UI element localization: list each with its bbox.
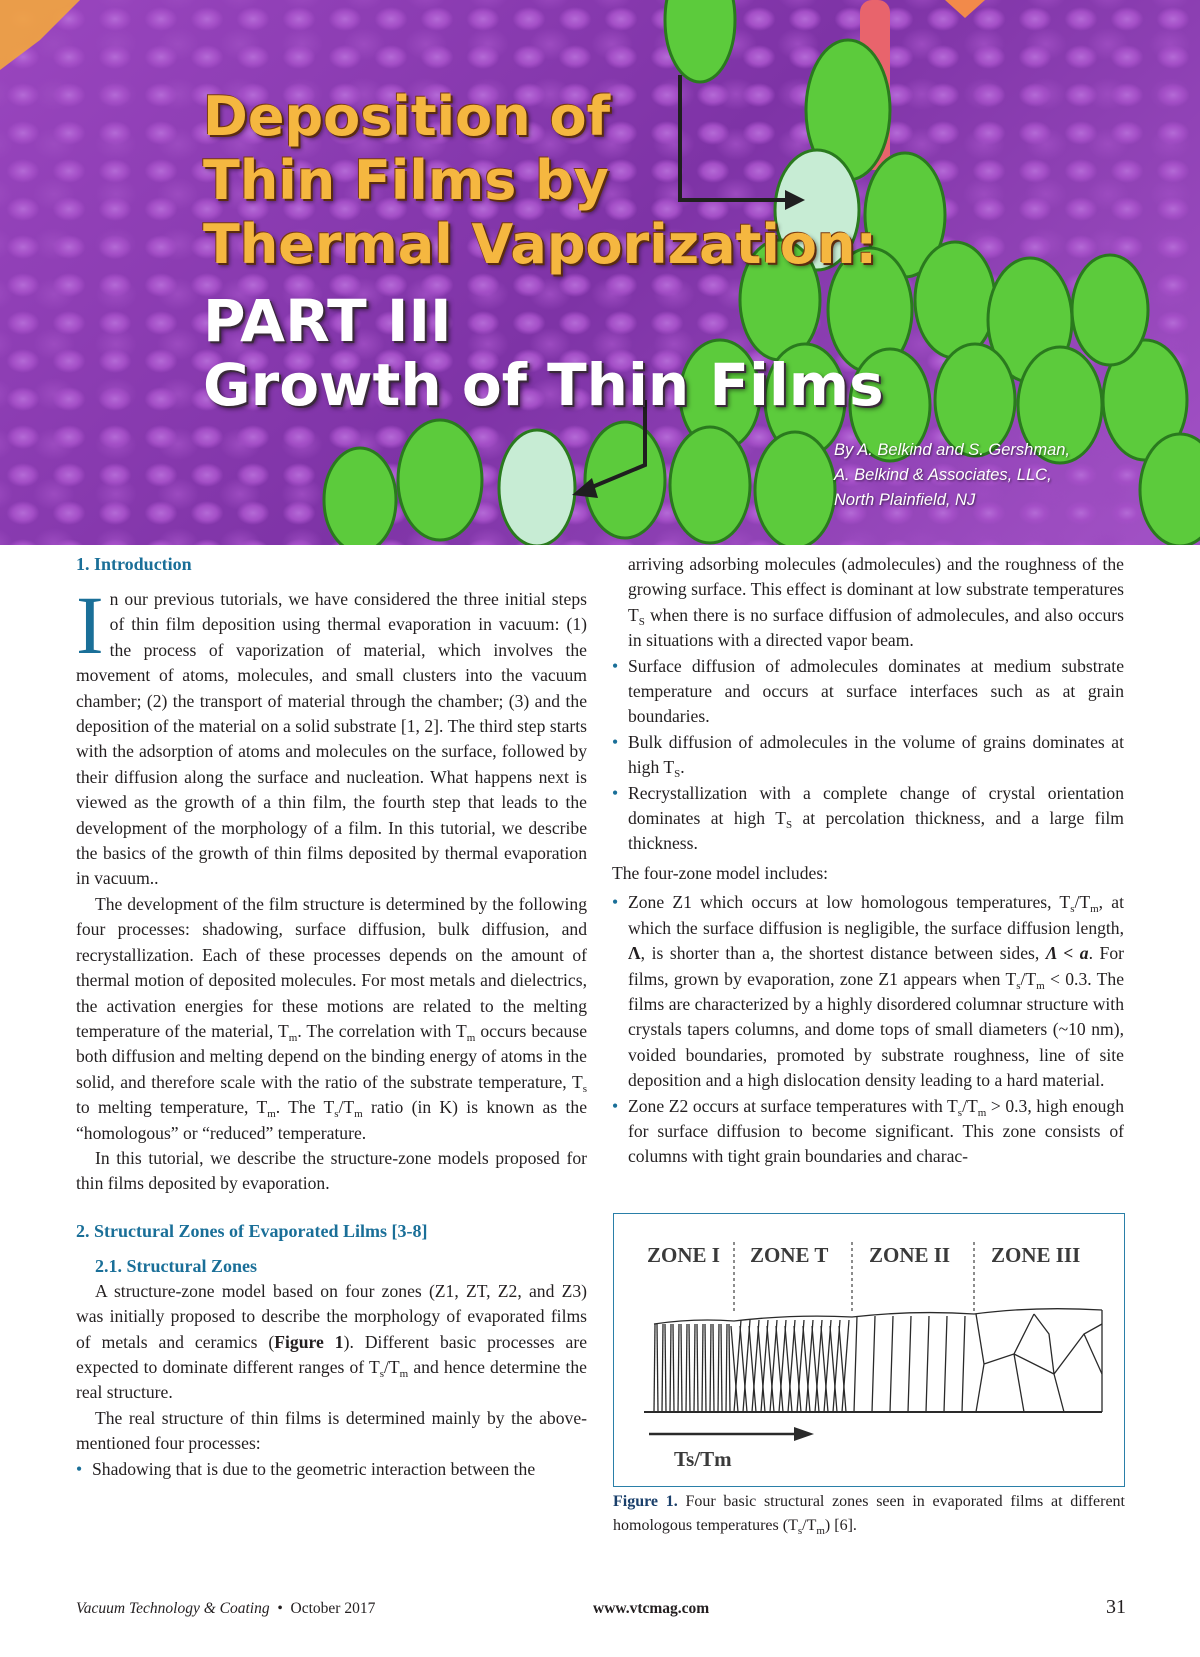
paragraph-film-structure: The development of the film structure is determined by the following four processes: shadowing, surface diffusion, bulk diffusion, and recrystallization. Each of these processes depends on the amount of thermal motion of deposited molecules. For most metals and dielectrics, the activation energies for these motions are related to the melting temperature of the material, $T_m$. The correlation with $T_m$ occurs because both diffusion and melting depend on the binding energy of atoms in the solid, and therefore scale with the ratio of the substrate temperature, $T_s$ to melting temperature, $T_m$. The $T_s/T_m$ ratio (in K) is known as the “homologous” or “reduced” temperature.: [76, 893, 588, 1143]
column-boundary: [662, 1324, 663, 1412]
banner-image: [0, 0, 1200, 545]
arrow-upper: [680, 75, 790, 200]
grain-highlight: [499, 430, 575, 545]
left-column: [76, 552, 587, 1482]
column-boundary: [689, 1324, 690, 1412]
grain: [585, 422, 665, 538]
byline-company: A. Belkind & Associates, LLC,: [834, 466, 1052, 484]
grain: [1072, 255, 1148, 365]
list-item-shadowing: • Shadowing that is due to the geometric interaction between the: [76, 1457, 587, 1482]
column-boundary: [854, 1316, 857, 1412]
footer-journal: Vacuum Technology & Coating • October 2017: [76, 1600, 376, 1617]
column-boundary: [665, 1324, 666, 1412]
banner-corner-orange-left: [0, 0, 80, 70]
byline: [834, 438, 1070, 513]
page-footer: [76, 1596, 1126, 1624]
zone-label-2: ZONE II: [869, 1243, 951, 1267]
ts-tm-arrow-head: [794, 1427, 814, 1441]
grain: [324, 448, 396, 545]
column-boundary: [686, 1324, 687, 1412]
zone-list: [612, 890, 1124, 1169]
byline-location: North Plainfield, NJ: [834, 491, 976, 509]
film-surface: [654, 1309, 1102, 1324]
figure-1: [613, 1213, 1125, 1487]
column-boundary: [718, 1324, 719, 1412]
list-item-shadowing-continued: arriving adsorbing molecules (admolecules) and the roughness of the growing surface. This effect is dominant at low substrate temperatures $T_S$ when there is no surface diffusion of admolecules, and also occurs in situations with a directed vapor beam.: [628, 554, 1124, 651]
subsection-heading-structural-zones: 2.1. Structural Zones: [95, 1255, 257, 1276]
list-item-recrystallization: • Recrystallization with a complete change of crystal orientation dominates at high $T_S$ at percolation thickness, and a large film thickness.: [612, 781, 1124, 857]
intro-paragraph: [76, 579, 587, 892]
column-boundary: [872, 1316, 875, 1412]
column-boundary: [721, 1324, 722, 1412]
byline-authors: By A. Belkind and S. Gershman,: [834, 441, 1071, 459]
column-boundary: [654, 1324, 655, 1412]
right-column: [612, 552, 1124, 1170]
list-item-zone-z2: • Zone Z2 occurs at surface temperatures with $T_s/T_m > 0.3$, high enough for surface diffusion to become significant. This zone consists of columns with tight grain boundaries and charac-: [612, 1094, 1124, 1170]
section-heading-structural-zones: 2. Structural Zones of Evaporated Lilms [3-8]: [76, 1220, 428, 1241]
list-item-bulk-diffusion: • Bulk diffusion of admolecules in the volume of grains dominates at high $T_S$.: [612, 730, 1124, 781]
column-boundary: [705, 1324, 706, 1412]
axis-label: Ts/Tm: [674, 1447, 732, 1471]
column-boundary: [681, 1324, 682, 1412]
zone-label-3: ZONE III: [991, 1243, 1081, 1267]
part-label: PART III: [203, 287, 452, 355]
paragraph-real-structure: The real structure of thin films is determined mainly by the above-mentioned four processes:: [76, 1407, 587, 1454]
drop-cap: I: [76, 579, 104, 671]
grain: [670, 427, 750, 543]
equiaxed-grains: [976, 1314, 1102, 1412]
four-zone-intro: The four-zone model includes:: [612, 862, 829, 883]
list-item-zone-z1: • Zone Z1 which occurs at low homologous temperatures, $T_s/T_m$, at which the surface diffusion is negligible, the surface diffusion length, Λ, is shorter than a, the shortest distance between sides, Λ < a. For films, grown by evaporation, zone Z1 appears when $T_s/T_m < 0.3$. The films are characterized by a highly disordered columnar structure with crystals tapers columns, and dome tops of small diameters (~10 nm), voided boundaries, promoted by substrate roughness, line of site deposition and a high dislocation density leading to a hard material.: [612, 890, 1124, 1093]
column-boundary: [710, 1324, 711, 1412]
grain: [755, 432, 835, 545]
column-boundary: [702, 1324, 703, 1412]
grain-top: [665, 0, 735, 82]
zone-label-1: ZONE I: [647, 1243, 720, 1267]
process-list: [612, 654, 1124, 857]
figure-reference: Figure 1: [274, 1331, 344, 1352]
figure-caption: Figure 1. Four basic structural zones seen in evaporated films at different homologous temperatures $(T_s/T_m)$ [6].: [613, 1493, 1125, 1537]
grain: [398, 420, 482, 540]
title-line-2: Thin Films by: [203, 149, 610, 212]
column-boundary: [713, 1324, 714, 1412]
column-boundary: [673, 1324, 674, 1412]
intro-text: n our previous tutorials, we have considered the three initial steps of thin film deposition using thermal evaporation in vacuum: (1) the process of vaporization of material, which involves the movement of atoms, molecules, and small clusters into the vacuum chamber; (2) the transport of material through the chamber; (3) and the deposition of the material on a solid substrate [1, 2]. The third step starts with the adsorption of atoms and molecules on the surface, followed by their diffusion along the surface and nucleation. What happens next is viewed as the growth of a thin film, the fourth step that leads to the development of the morphology of a film. In this tutorial, we describe the basics of the growth of thin films deposited by thermal evaporation in vacuum..: [76, 589, 587, 889]
banner-corner-orange-right: [945, 0, 985, 18]
section-heading-introduction: 1. Introduction: [76, 554, 192, 574]
subtitle: Growth of Thin Films: [203, 351, 884, 419]
title-line-1: Deposition of: [203, 85, 611, 148]
column-boundary: [962, 1316, 965, 1412]
film-columns: [654, 1309, 1102, 1412]
title-line-3: Thermal Vaporization:: [203, 213, 878, 276]
process-list-start: [76, 1457, 587, 1482]
list-item-surface-diffusion: • Surface diffusion of admolecules dominates at medium substrate temperature and occurs at surface interfaces such as at grain boundaries.: [612, 654, 1124, 730]
structure-zone-diagram: [614, 1214, 1123, 1485]
column-boundary: [657, 1324, 658, 1412]
column-boundary: [670, 1324, 671, 1412]
column-boundary: [944, 1316, 947, 1412]
column-boundary: [729, 1324, 730, 1412]
footer-url[interactable]: www.vtcmag.com: [593, 1600, 710, 1617]
column-boundary: [697, 1324, 698, 1412]
column-boundary: [678, 1324, 679, 1412]
column-boundary: [908, 1316, 911, 1412]
zone-label-t: ZONE T: [750, 1243, 829, 1267]
column-boundary: [890, 1316, 893, 1412]
column-boundary: [726, 1324, 727, 1412]
column-boundary: [926, 1316, 929, 1412]
paragraph-four-zone-model: A structure-zone model based on four zones (Z1, ZT, Z2, and Z3) was initially proposed to describe the morphology of evaporated films of metals and ceramics (Figure 1). Different basic processes are expected to dominate different ranges of $T_s/T_m$ and hence determine the real structure.: [76, 1280, 588, 1403]
column-boundary: [694, 1324, 695, 1412]
paragraph-tutorial-scope: In this tutorial, we describe the structure-zone models proposed for thin films deposited by evaporation.: [76, 1147, 587, 1194]
page-number: 31: [1106, 1596, 1126, 1618]
grain: [915, 242, 995, 358]
